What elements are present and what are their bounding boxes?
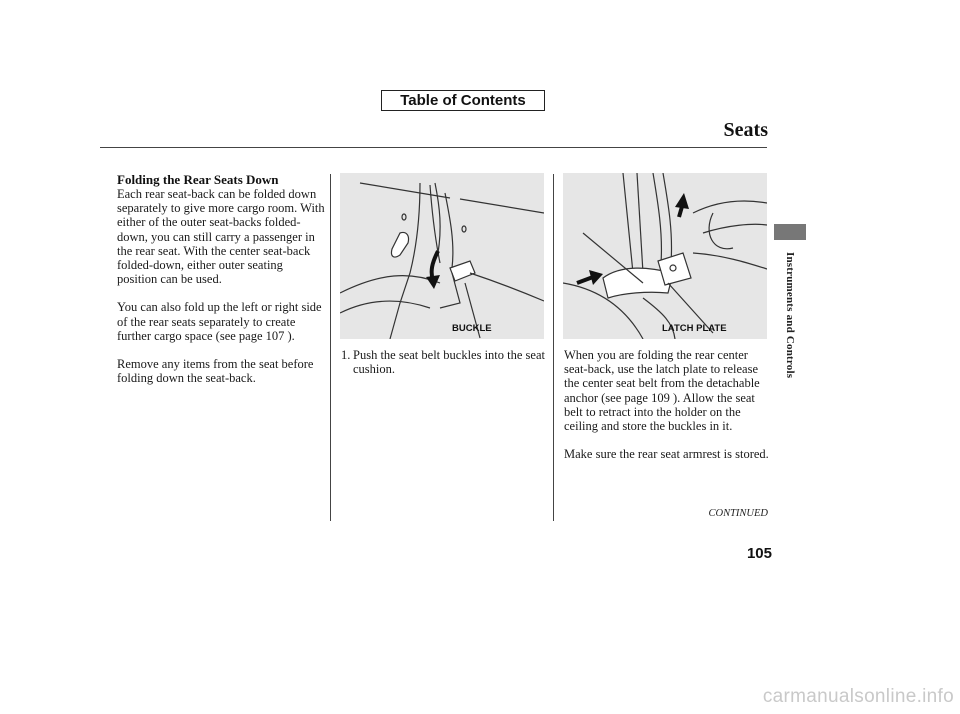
continued-note: CONTINUED — [708, 508, 768, 519]
paragraph-cargo-space: You can also fold up the left or right side of the rear seats separately to create further cargo space (see page 107 ). — [117, 300, 322, 343]
paragraph-remove-items: Remove any items from the seat before folding down the seat-back. — [117, 357, 314, 386]
table-of-contents-button[interactable]: Table of Contents — [381, 90, 545, 111]
buckle-drawing — [340, 173, 544, 339]
right-column — [564, 348, 770, 461]
paragraph-latch-release: When you are folding the rear center seat-back, use the latch plate to release the center seat belt from the detachable anchor (see page 109 ). Allow the seat belt to retract into the holder on the ceiling and store the buckles in it. — [564, 348, 760, 434]
buckle-illustration — [340, 173, 544, 339]
page-number: 105 — [746, 545, 772, 562]
step-text: Push the seat belt buckles into the seat cushion. — [353, 348, 545, 377]
header-rule — [100, 147, 767, 148]
latch-plate-illustration — [563, 173, 767, 339]
chapter-tab-marker — [774, 224, 806, 240]
section-title: Seats — [723, 119, 768, 141]
latch-plate-label: LATCH PLATE — [662, 323, 727, 334]
column-divider-left — [330, 174, 331, 521]
chapter-label: Instruments and Controls — [784, 252, 796, 379]
left-column — [117, 173, 325, 385]
section-heading: Folding the Rear Seats Down — [117, 172, 279, 187]
step-number: 1. — [341, 348, 351, 362]
column-divider-right — [553, 174, 554, 521]
buckle-label: BUCKLE — [452, 323, 492, 334]
paragraph-seatback-folding: Each rear seat-back can be folded down separately to give more cargo room. With either of the outer seat-backs folded-down, you can still carry a passenger in the rear seat. With the center seat-back folded-down, either outer seating position can be used. — [117, 187, 325, 287]
step-1 — [341, 348, 547, 376]
watermark: carmanualsonline.info — [762, 686, 954, 707]
paragraph-armrest: Make sure the rear seat armrest is stored. — [564, 447, 769, 462]
latch-plate-drawing — [563, 173, 767, 339]
